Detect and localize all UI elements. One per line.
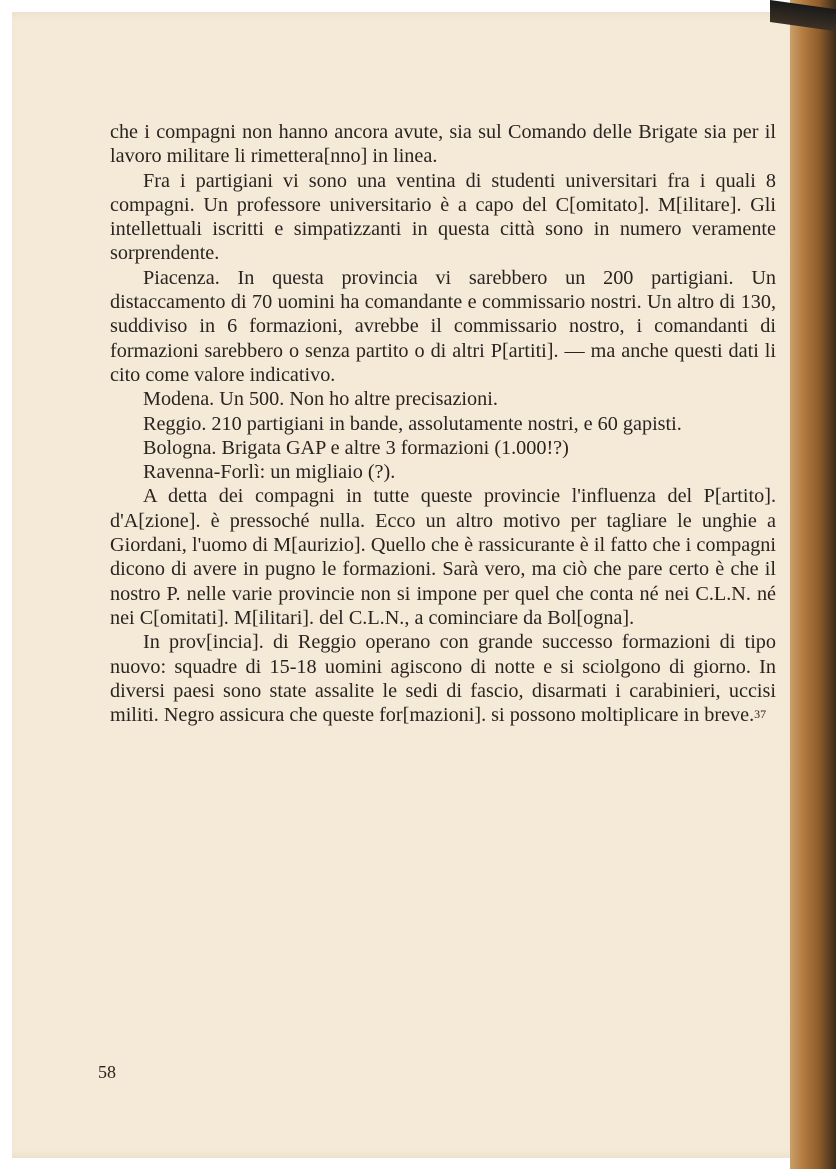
book-page	[12, 12, 802, 1158]
book-spine-edge	[790, 0, 836, 1169]
paragraph: Reggio. 210 partigiani in bande, assolutamente nostri, e 60 gapisti.	[143, 412, 682, 435]
paragraph-last	[110, 630, 776, 727]
page-number: 58	[98, 1062, 116, 1082]
paragraph: Modena. Un 500. Non ho altre precisazioni.	[143, 388, 498, 411]
paragraph: Fra i partigiani vi sono una ventina di studenti universitari fra i quali 8 compagni. Un professore universitario è a capo del C[omitato]. M[ilitare]. Gli intellettuali iscritti e simpatizzanti in questa città sono in numero veramente sorprendente.	[110, 169, 776, 265]
paragraph: Bologna. Brigata GAP e altre 3 formazioni (1.000!?)	[143, 436, 569, 459]
paragraph-text: In prov[incia]. di Reggio operano con grande successo formazioni di tipo nuovo: squadre di 15-18 uomini agiscono di notte e si sciolgono di giorno. In diversi paesi sono state assalite le sedi di fascio, disarmati i carabinieri, uccisi militi. Negro assicura che queste for[mazioni]. si possono moltiplicare in breve.	[110, 631, 776, 727]
footnote-marker: 37	[754, 707, 767, 722]
paragraph: Ravenna-Forlì: un migliaio (?).	[143, 461, 396, 484]
paragraph: A detta dei compagni in tutte queste provincie l'influenza del P[artito]. d'A[zione]. è pressoché nulla. Ecco un altro motivo per tagliare le unghie a Giordani, l'uomo di M[aurizio]. Quello che è rassicurante è il fatto che i compagni dicono di avere in pugno le formazioni. Sarà vero, ma ciò che pare certo è che il nostro P. nelle varie provincie non si impone per quel che conta né nei C.L.N. né nei C[omitati]. M[ilitari]. del C.L.N., a cominciare da Bol[ogna].	[110, 485, 776, 629]
body-text	[110, 120, 776, 727]
paragraph: Piacenza. In questa provincia vi sarebbero un 200 partigiani. Un distaccamento di 70 uomini ha comandante e commissario nostri. Un altro di 130, suddiviso in 6 formazioni, avrebbe il commissario nostro, i comandanti di formazioni sarebbero o senza partito o di altri P[artiti]. — ma anche questi dati li cito come valore indicativo.	[110, 266, 776, 386]
paragraph: che i compagni non hanno ancora avute, sia sul Comando delle Brigate sia per il lavoro militare li rimettera[nno] in linea.	[110, 121, 776, 168]
